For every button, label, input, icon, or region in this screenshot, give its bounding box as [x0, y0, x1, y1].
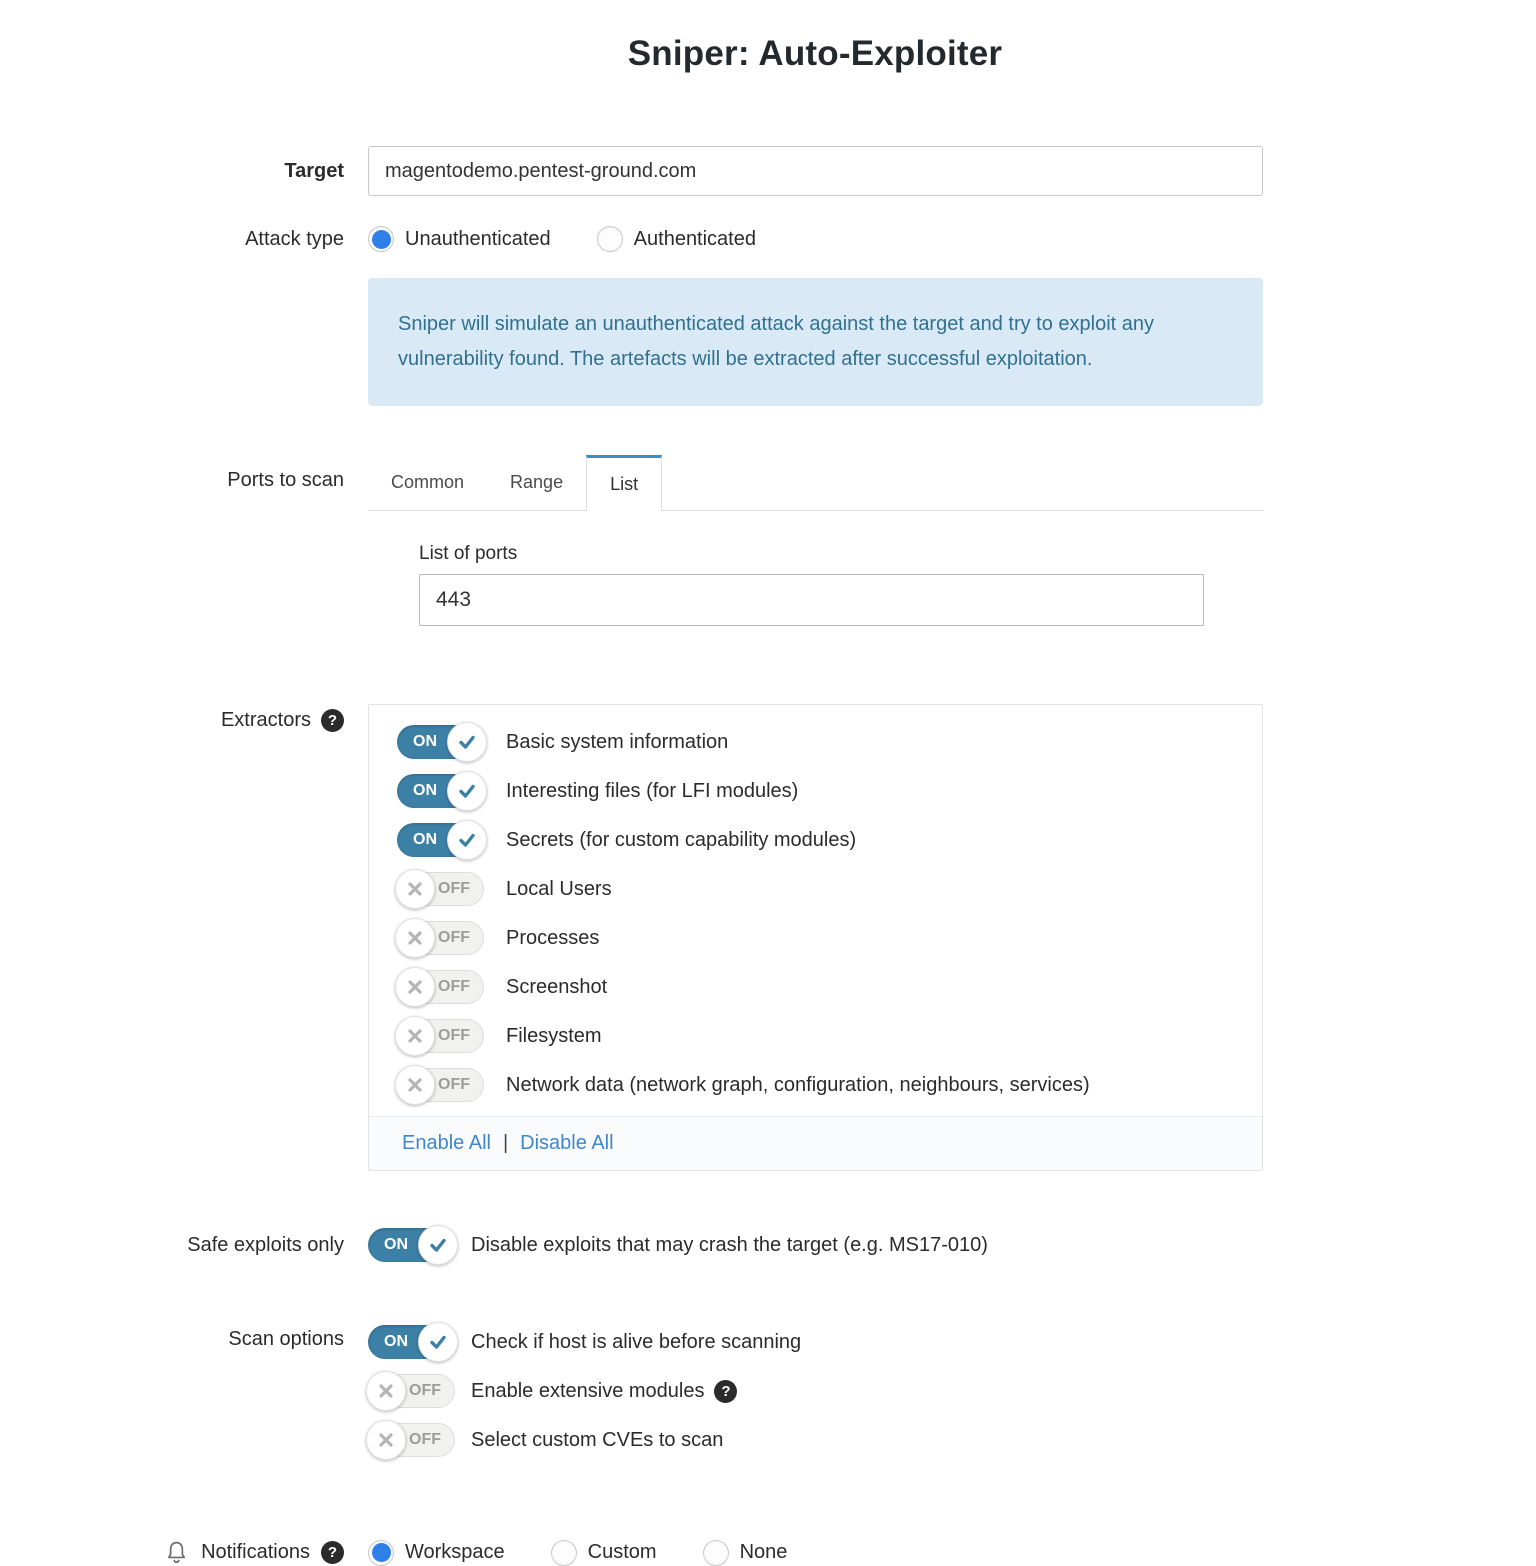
- toggle-off[interactable]: OFF: [397, 1068, 484, 1102]
- extractors-help-icon[interactable]: ?: [321, 709, 344, 732]
- ports-tabbar: [368, 455, 1263, 511]
- check-icon: [447, 820, 487, 860]
- link-separator: |: [502, 1132, 509, 1154]
- extractor-row-local-users: OFF Local Users: [397, 869, 1262, 909]
- extractors-row: [0, 704, 1536, 1171]
- notifications-label: Notifications: [201, 1541, 310, 1563]
- extractor-row-basic-system-information: ON Basic system information: [397, 722, 1262, 762]
- extractor-row-network-data: OFF Network data (network graph, configuration, neighbours, services): [397, 1065, 1262, 1105]
- target-row: [0, 146, 1536, 196]
- x-icon: [395, 1065, 435, 1105]
- toggle-on[interactable]: ON: [397, 725, 484, 759]
- list-of-ports-input[interactable]: [419, 574, 1204, 626]
- ports-to-scan-label: Ports to scan: [227, 469, 344, 491]
- toggle-off[interactable]: OFF: [397, 872, 484, 906]
- radio-selected-icon[interactable]: [368, 226, 394, 252]
- safe-exploits-text: Disable exploits that may crash the target (e.g. MS17-010): [471, 1233, 988, 1256]
- disable-all-link[interactable]: Disable All: [520, 1132, 614, 1154]
- attack-type-option-authenticated[interactable]: [597, 226, 756, 252]
- x-icon: [395, 967, 435, 1007]
- toggle-off[interactable]: OFF: [368, 1374, 455, 1408]
- check-icon: [447, 722, 487, 762]
- radio-unselected-icon[interactable]: [551, 1540, 577, 1566]
- x-icon: [395, 1016, 435, 1056]
- ports-to-scan-row: [0, 455, 1536, 626]
- extractor-row-filesystem: OFF Filesystem: [397, 1016, 1262, 1056]
- tab-common[interactable]: Common: [391, 472, 465, 492]
- list-of-ports-label: List of ports: [419, 543, 518, 564]
- toggle-on[interactable]: ON: [397, 823, 484, 857]
- check-icon: [418, 1322, 458, 1362]
- attack-type-row: [0, 226, 1536, 252]
- radio-unselected-icon[interactable]: [703, 1540, 729, 1566]
- extractor-row-screenshot: OFF Screenshot: [397, 967, 1262, 1007]
- safe-exploits-label: Safe exploits only: [187, 1233, 344, 1256]
- extractors-footer: [369, 1116, 1262, 1170]
- target-input[interactable]: [368, 146, 1263, 196]
- extractors-label: Extractors: [220, 709, 311, 731]
- scan-options-row: [0, 1322, 1536, 1469]
- x-icon: [366, 1371, 406, 1411]
- notifications-option-workspace[interactable]: [368, 1540, 505, 1566]
- x-icon: [395, 918, 435, 958]
- radio-option-label: None: [739, 1541, 788, 1563]
- tab-list[interactable]: List: [586, 455, 662, 511]
- scan-option-host-alive: ON Check if host is alive before scanning: [368, 1322, 1263, 1362]
- scan-option-custom-cves: OFF Select custom CVEs to scan: [368, 1420, 1263, 1460]
- attack-type-option-unauthenticated[interactable]: [368, 226, 551, 252]
- attack-info-row: [0, 278, 1536, 406]
- extractor-row-interesting-files: ON Interesting files (for LFI modules): [397, 771, 1262, 811]
- safe-exploits-row: [0, 1228, 1536, 1262]
- radio-option-label: Workspace: [405, 1541, 505, 1563]
- x-icon: [395, 869, 435, 909]
- notifications-row: [0, 1539, 1536, 1566]
- radio-unselected-icon[interactable]: [597, 226, 623, 252]
- radio-option-label: Authenticated: [633, 227, 756, 250]
- check-icon: [447, 771, 487, 811]
- extractor-row-secrets: ON Secrets (for custom capability modules): [397, 820, 1262, 860]
- scan-options-label: Scan options: [228, 1328, 344, 1350]
- safe-exploits-toggle[interactable]: ON: [368, 1228, 455, 1262]
- radio-selected-icon[interactable]: [368, 1540, 394, 1566]
- toggle-off[interactable]: OFF: [397, 970, 484, 1004]
- toggle-off[interactable]: OFF: [397, 921, 484, 955]
- extractors-box: [368, 704, 1263, 1171]
- enable-all-link[interactable]: Enable All: [402, 1132, 491, 1154]
- attack-info-box: Sniper will simulate an unauthenticated attack against the target and try to exploit any vulnerability found. The artefacts will be extracted after successful exploitation.: [368, 278, 1263, 406]
- list-of-ports-block: [419, 543, 1263, 626]
- page-title: Sniper: Auto-Exploiter: [627, 34, 1003, 73]
- toggle-on[interactable]: ON: [397, 774, 484, 808]
- bell-icon: [163, 1539, 190, 1566]
- notifications-option-custom[interactable]: [551, 1540, 657, 1566]
- toggle-on[interactable]: ON: [368, 1325, 455, 1359]
- toggle-off[interactable]: OFF: [397, 1019, 484, 1053]
- tab-range[interactable]: Range: [510, 472, 564, 492]
- notifications-help-icon[interactable]: ?: [321, 1541, 344, 1564]
- notifications-option-none[interactable]: [703, 1540, 788, 1566]
- extensive-modules-help-icon[interactable]: ?: [714, 1380, 737, 1403]
- radio-option-label: Custom: [587, 1541, 657, 1563]
- target-label: Target: [284, 159, 344, 182]
- scan-option-extensive-modules: OFF Enable extensive modules ?: [368, 1371, 1263, 1411]
- attack-type-label: Attack type: [245, 227, 344, 250]
- check-icon: [418, 1225, 458, 1265]
- x-icon: [366, 1420, 406, 1460]
- radio-option-label: Unauthenticated: [405, 227, 551, 250]
- extractor-row-processes: OFF Processes: [397, 918, 1262, 958]
- toggle-off[interactable]: OFF: [368, 1423, 455, 1457]
